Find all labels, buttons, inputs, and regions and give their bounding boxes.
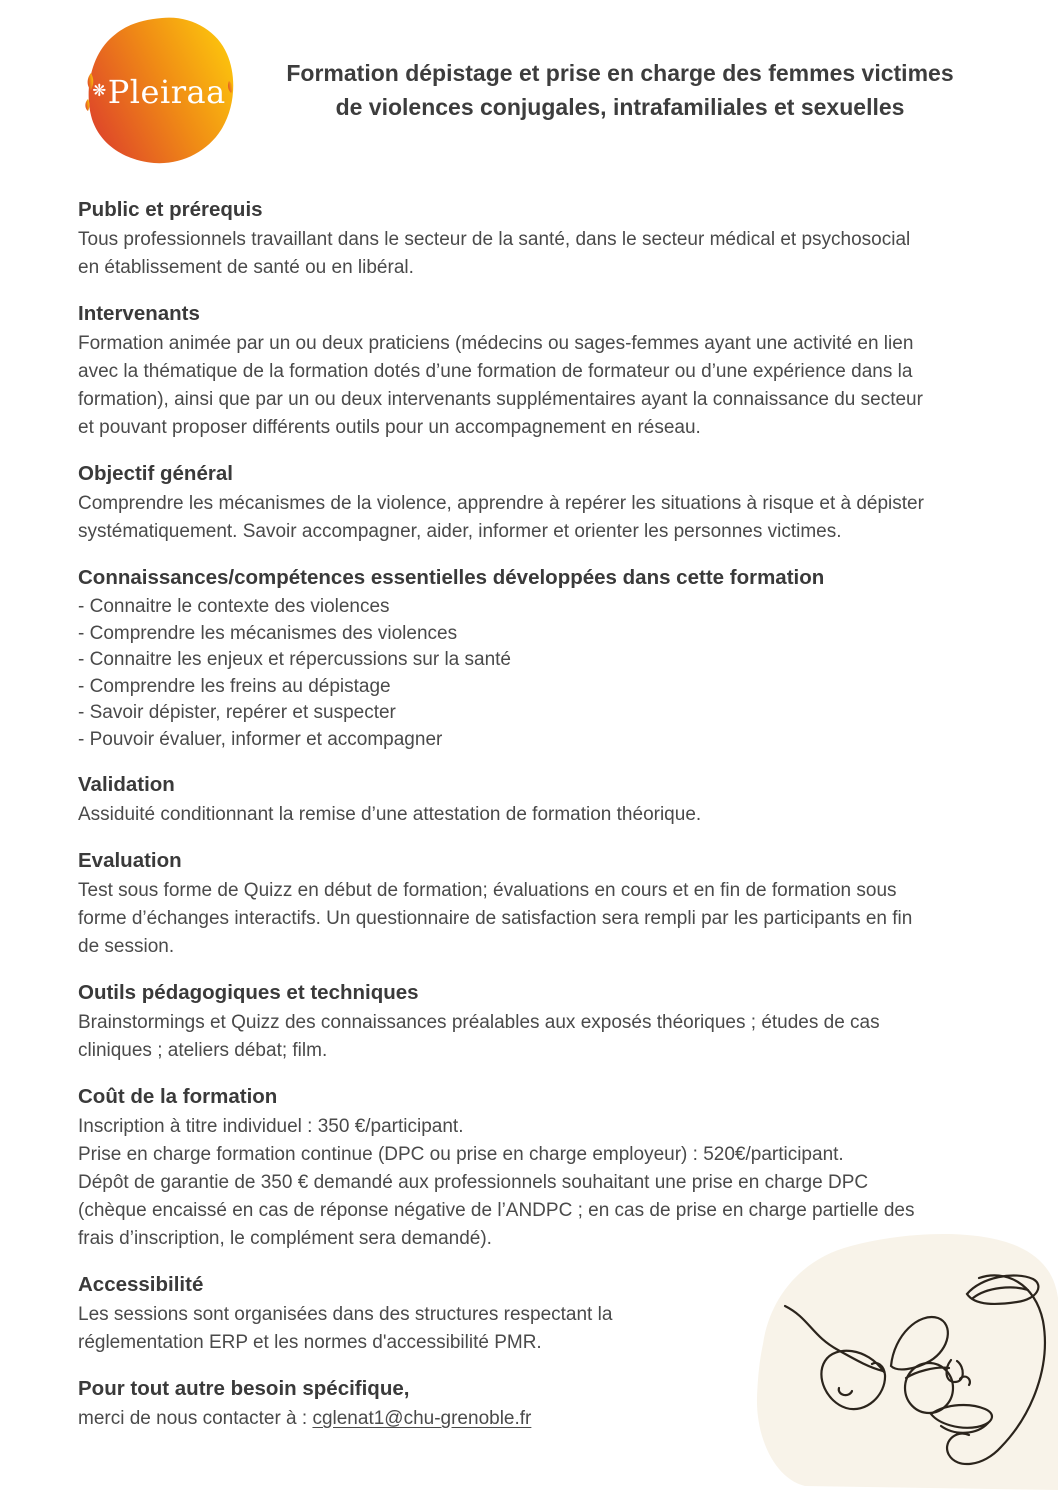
section-heading: Connaissances/compétences essentielles développées dans cette formation — [78, 566, 825, 589]
list-item: - Savoir dépister, repérer et suspecter — [78, 702, 396, 723]
list-item: - Connaitre le contexte des violences — [78, 596, 390, 617]
page-title-line2: de violences conjugales, intrafamiliales et sexuelles — [335, 94, 905, 120]
paragraph: Tous professionnels travaillant dans le secteur de la santé, dans le secteur médical et psychosocial en établissement de santé ou en libéral. — [78, 229, 911, 278]
section-connaissances — [78, 564, 932, 753]
section-cout-formation — [78, 1083, 932, 1253]
section-heading: Objectif général — [78, 462, 233, 485]
list-item: - Comprendre les mécanismes des violences — [78, 622, 458, 644]
pleiraa-logo — [84, 14, 234, 166]
paragraph: Test sous forme de Quizz en début de formation; évaluations en cours et en fin de formation sous forme d’échanges interactifs. Un questionnaire de satisfaction sera rempli par les participants en fin de session. — [78, 880, 913, 957]
section-heading: Coût de la formation — [78, 1085, 278, 1108]
contact-text: merci de nous contacter à : — [78, 1408, 313, 1429]
section-heading: Evaluation — [78, 849, 182, 872]
logo-brand-text: Pleiraa — [107, 73, 226, 111]
section-outils-pedagogiques — [78, 979, 932, 1065]
list-item: - Connaitre les enjeux et répercussions sur la santé — [78, 649, 512, 670]
page-title — [234, 56, 998, 125]
section-accessibilite — [78, 1271, 932, 1357]
section-heading: Outils pédagogiques et techniques — [78, 981, 419, 1004]
logo-wordmark — [84, 14, 234, 166]
paragraph: Formation animée par un ou deux praticiens (médecins ou sages-femmes ayant une activité en lien avec la thématique de la formation dotés d’une formation de formateur ou d’une expérience dans la formation), ainsi que par un ou deux intervenants supplémentaires ayant la connaissance du secteur et pouvant proposer différents outils pour un accompagnement en réseau. — [78, 333, 923, 438]
contact-email-link[interactable]: cglenat1@chu-grenoble.fr — [312, 1408, 532, 1429]
section-heading: Validation — [78, 773, 175, 796]
contact-line — [78, 1405, 932, 1433]
text-line: Dépôt de garantie de 350 € demandé aux professionnels souhaitant une prise en charge DPC (chèque encaissé en cas de réponse négative de l’ANDPC ; en cas de prise en charge partielle des frais d’inscription, le complément sera demandé). — [78, 1172, 915, 1249]
paragraph: Assiduité conditionnant la remise d’une attestation de formation théorique. — [78, 804, 702, 825]
section-heading: Public et prérequis — [78, 198, 263, 221]
text-line: Les sessions sont organisées dans des structures respectant la — [78, 1304, 613, 1325]
sections-container — [0, 166, 1000, 1433]
document-header — [0, 0, 1058, 166]
text-line: Inscription à titre individuel : 350 €/participant. — [78, 1116, 464, 1137]
section-heading: Intervenants — [78, 302, 200, 325]
section-public-prerequis — [78, 196, 932, 282]
section-objectif-general — [78, 460, 932, 546]
paragraph: Comprendre les mécanismes de la violence, apprendre à repérer les situations à risque et à dépister systématiquement. Savoir accompagner, aider, informer et orienter les personnes victimes. — [78, 493, 924, 542]
section-besoin-specifique — [78, 1375, 932, 1433]
list-item: - Comprendre les freins au dépistage — [78, 675, 391, 697]
page-title-line1: Formation dépistage et prise en charge des femmes victimes — [286, 59, 954, 86]
paragraph: Brainstormings et Quizz des connaissances préalables aux exposés théoriques ; études de cas cliniques ; ateliers débat; film. — [78, 1012, 880, 1061]
section-heading: Accessibilité — [78, 1273, 204, 1296]
section-heading: Pour tout autre besoin spécifique, — [78, 1377, 410, 1400]
section-evaluation — [78, 847, 932, 961]
list-item: - Pouvoir évaluer, informer et accompagner — [78, 728, 443, 750]
tree-icon: ❋ — [92, 80, 107, 100]
text-line: réglementation ERP et les normes d'accessibilité PMR. — [78, 1332, 542, 1353]
section-validation — [78, 771, 932, 829]
text-line: Prise en charge formation continue (DPC ou prise en charge employeur) : 520€/participant. — [78, 1144, 844, 1165]
section-intervenants — [78, 300, 932, 442]
